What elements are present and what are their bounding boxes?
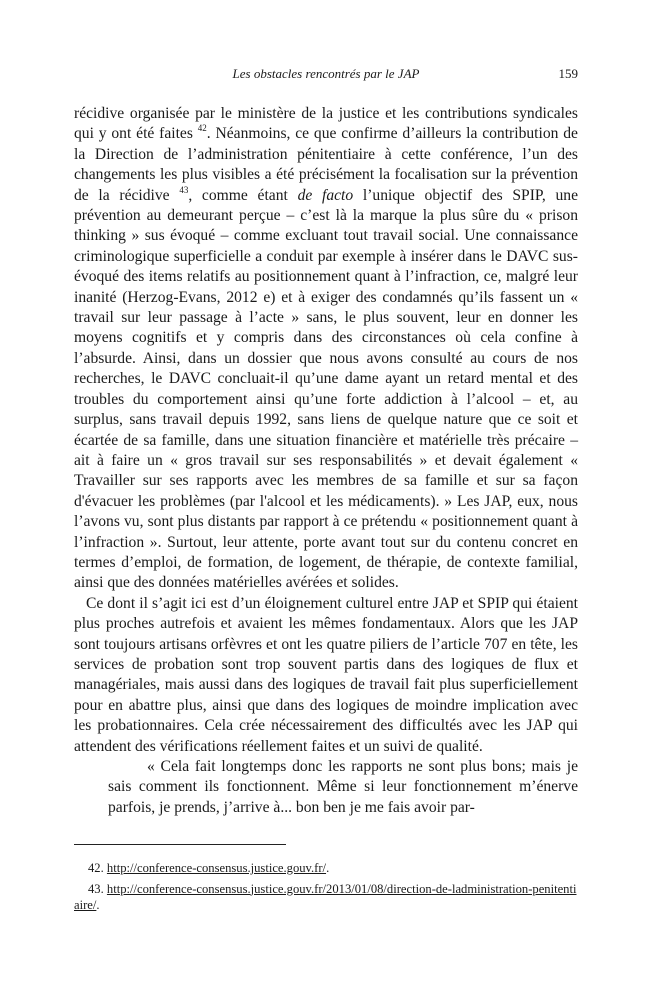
footnote-42 <box>74 860 578 877</box>
paragraph-1-italic: de facto <box>297 186 354 204</box>
footnote-43 <box>74 881 578 914</box>
footnotes <box>74 860 578 918</box>
paragraph-1-text-d: l’unique objectif des SPIP, une prévention au demeurant perçue – c’est là la marque la plus sûre du « prison thinking » sus évoqué – comme excluant tout travail social. Une connaissance criminologique superficielle a conduit par exemple à insérer dans le DAVC sus-évoqué des items relatifs au positionnement quant à l’infraction, ce, malgré leur inanité (Herzog-Evans, 2012 e) et à exiger des condamnés qu’ils fassent un « travail sur leur passage à l’acte » sans, le plus souvent, leur en donner les moyens cognitifs et y compris dans des circonstances où cela confine à l’absurde. Ainsi, dans un dossier que nous avons consulté au cours de nos recherches, le DAVC concluait-il qu’une dame ayant un retard mental et des troubles du comportement ainsi qu’une forte addiction à l’alcool – et, au surplus, sans travail depuis 1992, sans liens de quelque nature que ce soit et écartée de sa famille, dans une situation financière et matérielle très précaire – ait à faire un « gros travail sur ses responsabilités » et devait également « Travailler sur ses rapports avec les membres de sa famille et sur sa façon d'évacuer les problèmes (par l'alcool et les médicaments). » Les JAP, eux, nous l’avons vu, sont plus distants par rapport à ce prétendu « positionnement quant à l’infraction ». Surtout, leur attente, porte avant tout sur du contenu concret en termes d’emploi, de formation, de logement, de thérapie, de contexte familial, ainsi que des données matérielles avérées et solides. <box>74 186 578 592</box>
footnote-number: 42. <box>88 861 104 875</box>
footnote-ref-43[interactable]: 43 <box>179 184 189 195</box>
page <box>74 0 578 1008</box>
paragraph-1-text-a: récidive organisée par le ministère de la justice et les contributions syndicales qui y ont été faites <box>74 105 578 143</box>
paragraph-1 <box>74 104 578 594</box>
footnote-separator <box>74 844 286 845</box>
footnote-suffix: . <box>96 898 100 912</box>
block-quote: « Cela fait longtemps donc les rapports ne sont plus bons; mais je sais comment ils fonctionnent. Même si leur fonctionnement m’énerve parfois, je prends, j’arrive à... bon ben je me fais avoir par- <box>108 758 578 816</box>
running-title: Les obstacles rencontrés par le JAP <box>232 66 420 81</box>
paragraph-1-text-c: , comme étant <box>188 186 298 204</box>
running-header <box>74 66 578 84</box>
paragraph-2: Ce dont il s’agit ici est d’un éloignement culturel entre JAP et SPIP qui étaient plus proches autrefois et avaient les mêmes fondamentaux. Alors que les JAP sont toujours artisans orfèvres et ont les quatre piliers de l’article 707 en tête, les services de probation sont trop souvent partis dans des logiques de flux et managériales, mais aussi dans des logiques de travail fait plus superficiellement pour en abattre plus, ainsi que dans des logiques de moindre implication avec les probationnaires. Cela crée nécessairement des difficultés avec les JAP qui attendent des vérifications réellement faites et un suivi de qualité. <box>74 594 578 755</box>
footnote-suffix: . <box>326 861 330 875</box>
footnote-link[interactable]: http://conference-consensus.justice.gouv.fr/ <box>106 861 327 875</box>
footnote-link[interactable]: http://conference-consensus.justice.gouv.fr/2013/01/08/direction-de-ladministration-penitentiaire/ <box>74 881 577 912</box>
body-text <box>74 104 578 818</box>
footnote-ref-42[interactable]: 42 <box>197 123 207 134</box>
footnote-number: 43. <box>88 881 104 896</box>
page-number: 159 <box>558 66 578 81</box>
paragraph-1-text-b: . Néanmoins, ce que confirme d’ailleurs la contribution de la Direction de l’administration pénitentiaire à cette conférence, l’un des changements les plus visibles a été précisément la focalisation sur la prévention de la récidive <box>74 125 578 204</box>
